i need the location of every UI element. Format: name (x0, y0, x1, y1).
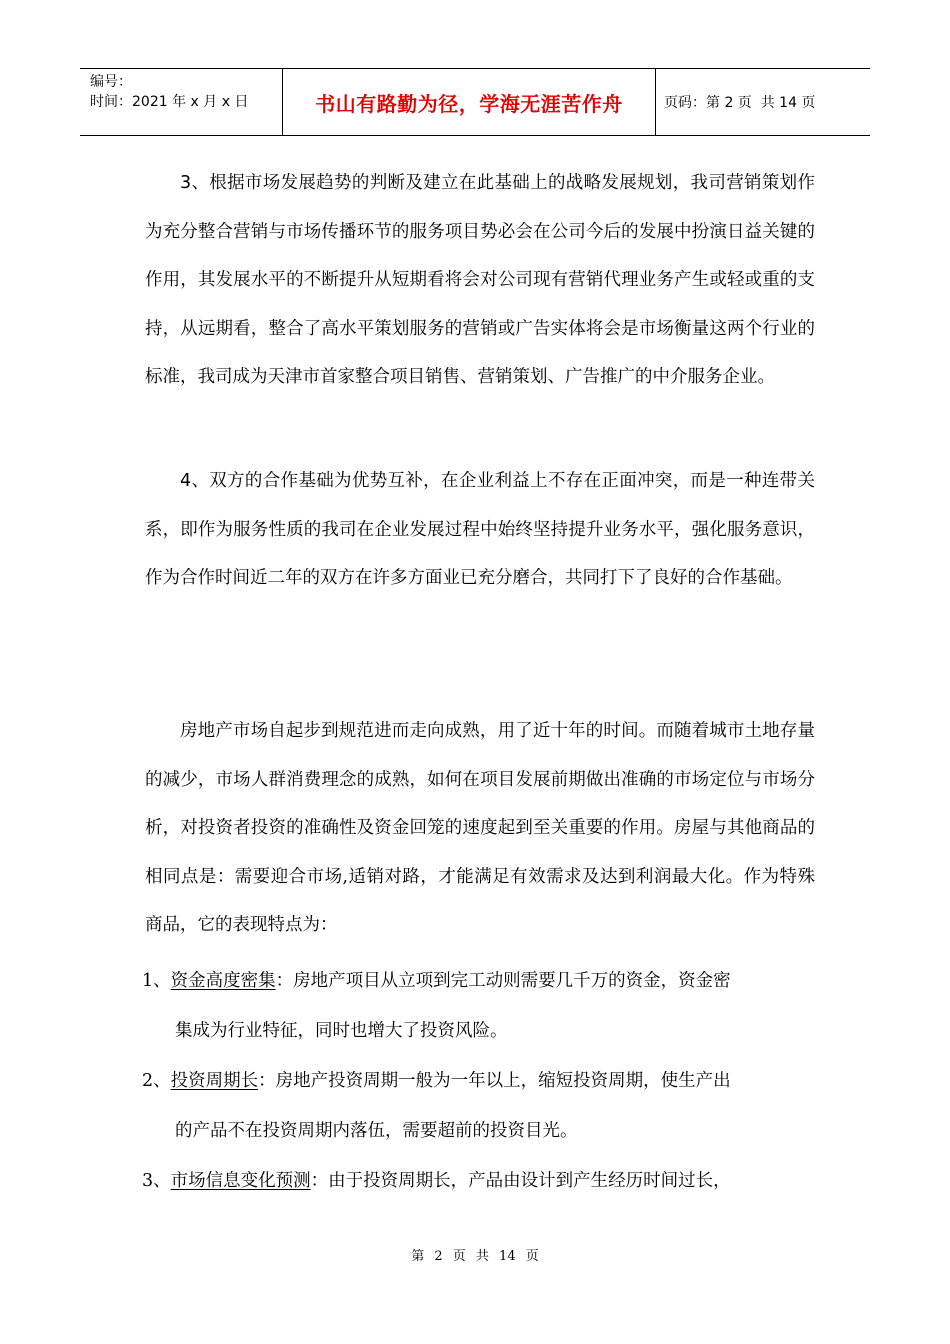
header-motto-cell (282, 69, 656, 135)
feature-item-3 (142, 1156, 815, 1206)
feature-item-1 (142, 956, 815, 1056)
feature-term: 资金高度密集 (170, 971, 276, 991)
document-number-label: 编号： (90, 74, 132, 90)
paragraph-point-3: 3、根据市场发展趋势的判断及建立在此基础上的战略发展规划，我司营销策划作为充分整合营销与市场传播环节的服务项目势必会在公司今后的发展中扮演日益关键的作用，其发展水平的不断提升从短期看将会对公司现有营销代理业务产生或轻或重的支持，从远期看，整合了高水平策划服务的营销或广告实体将会是市场衡量这两个行业的标准，我司成为天津市首家整合项目销售、营销策划、广告推广的中介服务企业。 (145, 173, 815, 387)
feature-term: 市场信息变化预测 (170, 1171, 311, 1191)
feature-line (142, 1156, 815, 1206)
header-motto: 书山有路勤为径，学海无涯苦作舟 (315, 91, 623, 116)
feature-number: 1、 (142, 971, 171, 991)
feature-continuation: 的产品不在投资周期内落伍，需要超前的投资目光。 (175, 1121, 578, 1141)
feature-term: 投资周期长 (170, 1071, 259, 1091)
header-page-info: 页码：第 2 页 共 14 页 (664, 95, 816, 111)
feature-number: 2、 (142, 1071, 171, 1091)
page-footer: 第 2 页 共 14 页 (411, 1249, 539, 1264)
feature-description: ：由于投资周期长，产品由设计到产生经历时间过长， (310, 1171, 731, 1191)
feature-continuation: 集成为行业特征，同时也增大了投资风险。 (175, 1021, 508, 1041)
header-meta (80, 69, 282, 135)
feature-line (142, 1056, 815, 1106)
paragraph-market-intro: 房地产市场自起步到规范进而走向成熟，用了近十年的时间。而随着城市土地存量的减少，市场人群消费理念的成熟，如何在项目发展前期做出准确的市场定位与市场分析，对投资者投资的准确性及资金回笼的速度起到至关重要的作用。房屋与其他商品的相同点是：需要迎合市场,适销对路，才能满足有效需求及达到利润最大化。作为特殊商品，它的表现特点为： (145, 721, 815, 935)
feature-line (142, 956, 815, 1006)
feature-item-2 (142, 1056, 815, 1156)
feature-description: ：房地产投资周期一般为一年以上，缩短投资周期，使生产出 (258, 1071, 731, 1091)
feature-description: ：房地产项目从立项到完工动则需要几千万的资金，资金密 (275, 971, 731, 991)
feature-number: 3、 (142, 1171, 171, 1191)
header-page-info-cell (656, 69, 870, 135)
paragraph-point-4: 4、双方的合作基础为优势互补，在企业利益上不存在正面冲突，而是一种连带关系，即作为服务性质的我司在企业发展过程中始终坚持提升业务水平，强化服务意识，作为合作时间近二年的双方在许多方面业已充分磨合，共同打下了良好的合作基础。 (145, 471, 815, 588)
page-header (80, 68, 870, 136)
document-date: 时间：2021 年 x 月 x 日 (90, 94, 249, 110)
